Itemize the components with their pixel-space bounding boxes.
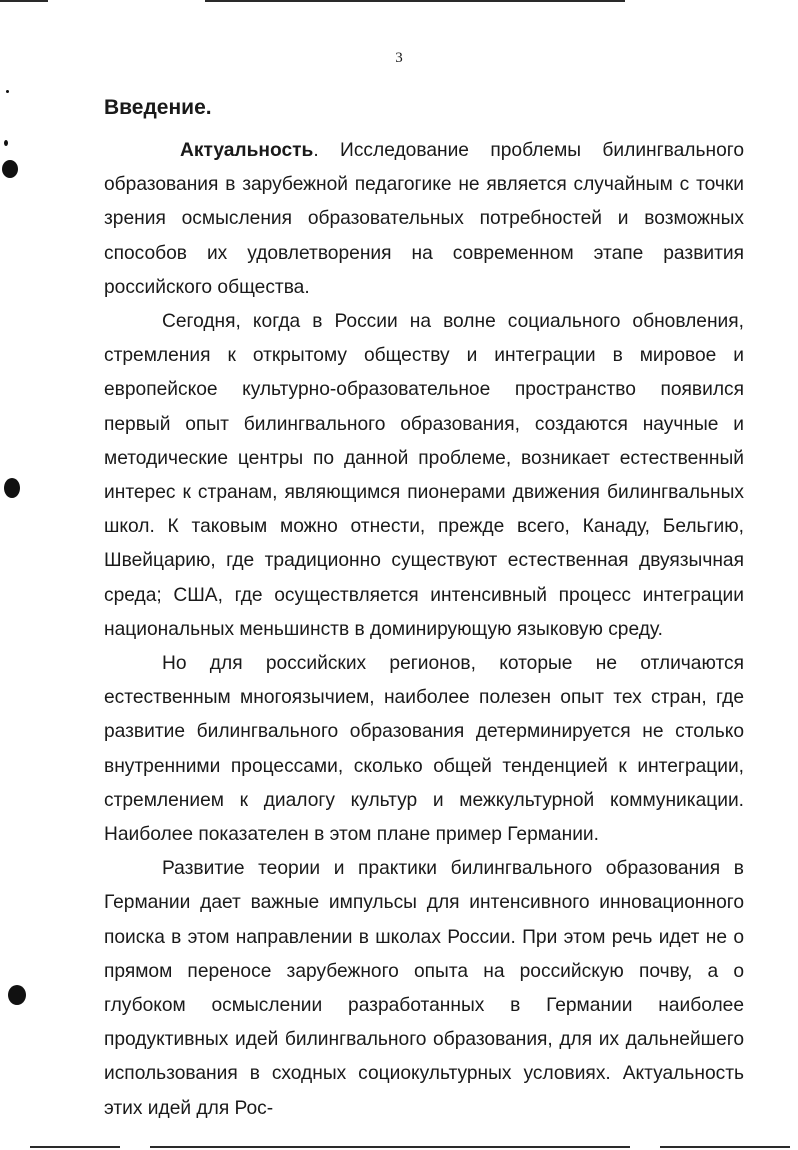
scan-speck bbox=[4, 478, 20, 498]
paragraph: Развитие теории и практики билингвального образования в Германии дает важные импульсы для интенсивного инновационного поиска в этом направлении в школах России. При этом речь идет не о прямом переносе зарубежного опыта на российскую почву, а о глубоком осмыслении разработанных в Германии наиболее продуктивных идей билингвального образования, для их дальнейшего использования в сходных социокультурных условиях. Актуальность этих идей для Рос- bbox=[104, 858, 744, 1119]
body-text bbox=[104, 134, 744, 1126]
page-number: 3 bbox=[395, 50, 403, 66]
scan-speck bbox=[4, 140, 8, 146]
scan-edge-bottom-line bbox=[30, 1146, 120, 1148]
scan-speck bbox=[2, 160, 18, 178]
scan-speck bbox=[8, 985, 26, 1005]
scan-edge-bottom-line bbox=[150, 1146, 630, 1148]
paragraph-relevance bbox=[104, 134, 744, 305]
paragraph: Сегодня, когда в России на волне социального обновления, стремления к открытому обществу и интеграции в мировое и европейское культурно-образовательное пространство появился первый опыт билингвального образования, создаются научные и методические центры по данной проблеме, возникает естественный интерес к странам, являющимся пионерами движения билингвальных школ. К таковым можно отнести, прежде всего, Канаду, Бельгию, Швейцарию, где традиционно существуют естественная двуязычная среда; США, где осуществляется интенсивный процесс интеграции национальных меньшинств в доминирующую языковую среду. bbox=[104, 311, 744, 640]
scan-edge-top-line bbox=[0, 0, 48, 2]
section-heading: Введение. bbox=[104, 96, 212, 119]
scan-speck bbox=[6, 90, 9, 93]
paragraph-text: . Исследование проблемы билингвального образования в зарубежной педагогике не является случайным с точки зрения осмысления образовательных потребностей и возможных способов их удовлетворения на современном этапе развития российского общества. bbox=[104, 140, 744, 298]
scan-edge-top-line bbox=[205, 0, 625, 2]
paragraph: Но для российских регионов, которые не отличаются естественным многоязычием, наиболее полезен опыт тех стран, где развитие билингвального образования детерминируется не столько внутренними процессами, сколько общей тенденцией к интеграции, стремлением к диалогу культур и межкультурной коммуникации. Наиболее показателен в этом плане пример Германии. bbox=[104, 653, 744, 846]
scan-edge-bottom-line bbox=[660, 1146, 790, 1148]
lead-term: Актуальность bbox=[180, 140, 314, 161]
